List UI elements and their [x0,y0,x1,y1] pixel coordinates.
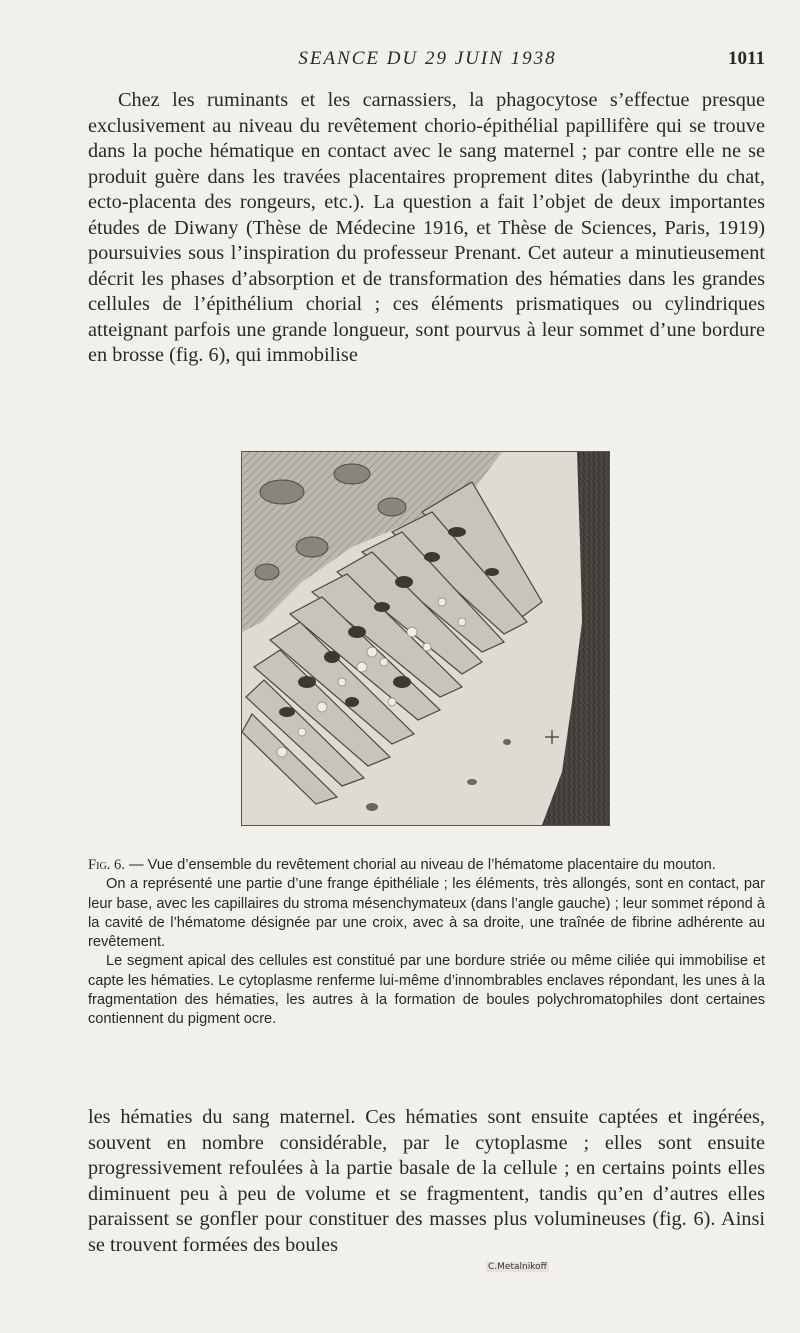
running-head: SEANCE DU 29 JUIN 1938 [298,48,557,69]
caption-paragraph-2: Le segment apical des cellules est constitué par une bordure striée ou même ciliée qui immobilise et capte les hématies. Le cytoplasme renferme lui-même d’innombrables enclaves répondant, les unes à la fragmentation des hématies, les autres à la formation de boules polychromatophiles dont certaines contiennent du pigment ocre. [88,953,765,1028]
body-paragraph-top: Chez les ruminants et les carnassiers, la phagocytose s’effectue presque exclusivement au niveau du revêtement chorio-épithélial papillifère qui se trouve dans la poche hématique en contact avec le sang maternel ; par contre elle ne se produit guère dans les travées placentaires proprement dites (labyrinthe du chat, ecto-placenta des rongeurs, etc.). La question a fait l’objet de deux importantes études de Diwany (Thèse de Médecine 1916, et Thèse de Sciences, Paris, 1919) poursuivies sous l’inspiration du professeur Prenant. Cet auteur a minutieusement décrit les phases d’absorption et de transformation des hématies dans les grandes cellules de l’épithélium chorial ; ces éléments prismatiques ou cylindriques atteignant parfois une grande longueur, sont pourvus à leur sommet d’une bordure en brosse (fig. 6), qui immobilise [88,89,765,366]
caption-title-line [88,856,765,875]
figure-caption [88,856,765,1030]
figure-label: Fig. 6. [88,857,125,873]
caption-paragraph-1: On a représenté une partie d’une frange épithéliale ; les éléments, très allongés, sont en contact, par leur base, avec les capillaires du stroma mésenchymateux (dans l’angle gauche) ; leur sommet répond à la cavité de l’hématome désignée par une croix, avec à sa droite, une traînée de fibrine adhérente au revêtement. [88,876,765,951]
caption-title: — Vue d’ensemble du revêtement chorial au niveau de l’hématome placentaire du mouton. [128,857,716,873]
histology-drawing [242,452,609,825]
page-number: 1011 [728,48,765,69]
illustrator-signature: C.Metalnikoff [488,1262,547,1272]
page-header [90,48,765,72]
body-paragraph-bottom: les hématies du sang maternel. Ces hématies sont ensuite captées et ingérées, souvent en nombre considérable, par le cytoplasme ; elles sont ensuite progressivement refoulées à la partie basale de la cellule ; en certains points elles diminuent peu à peu de volume et se fragmentent, tandis qu’en d’autres elles paraissent se gonfler pour constituer des masses plus volumineuses (fig. 6). Ainsi se trouvent formées des boules [88,1106,765,1256]
